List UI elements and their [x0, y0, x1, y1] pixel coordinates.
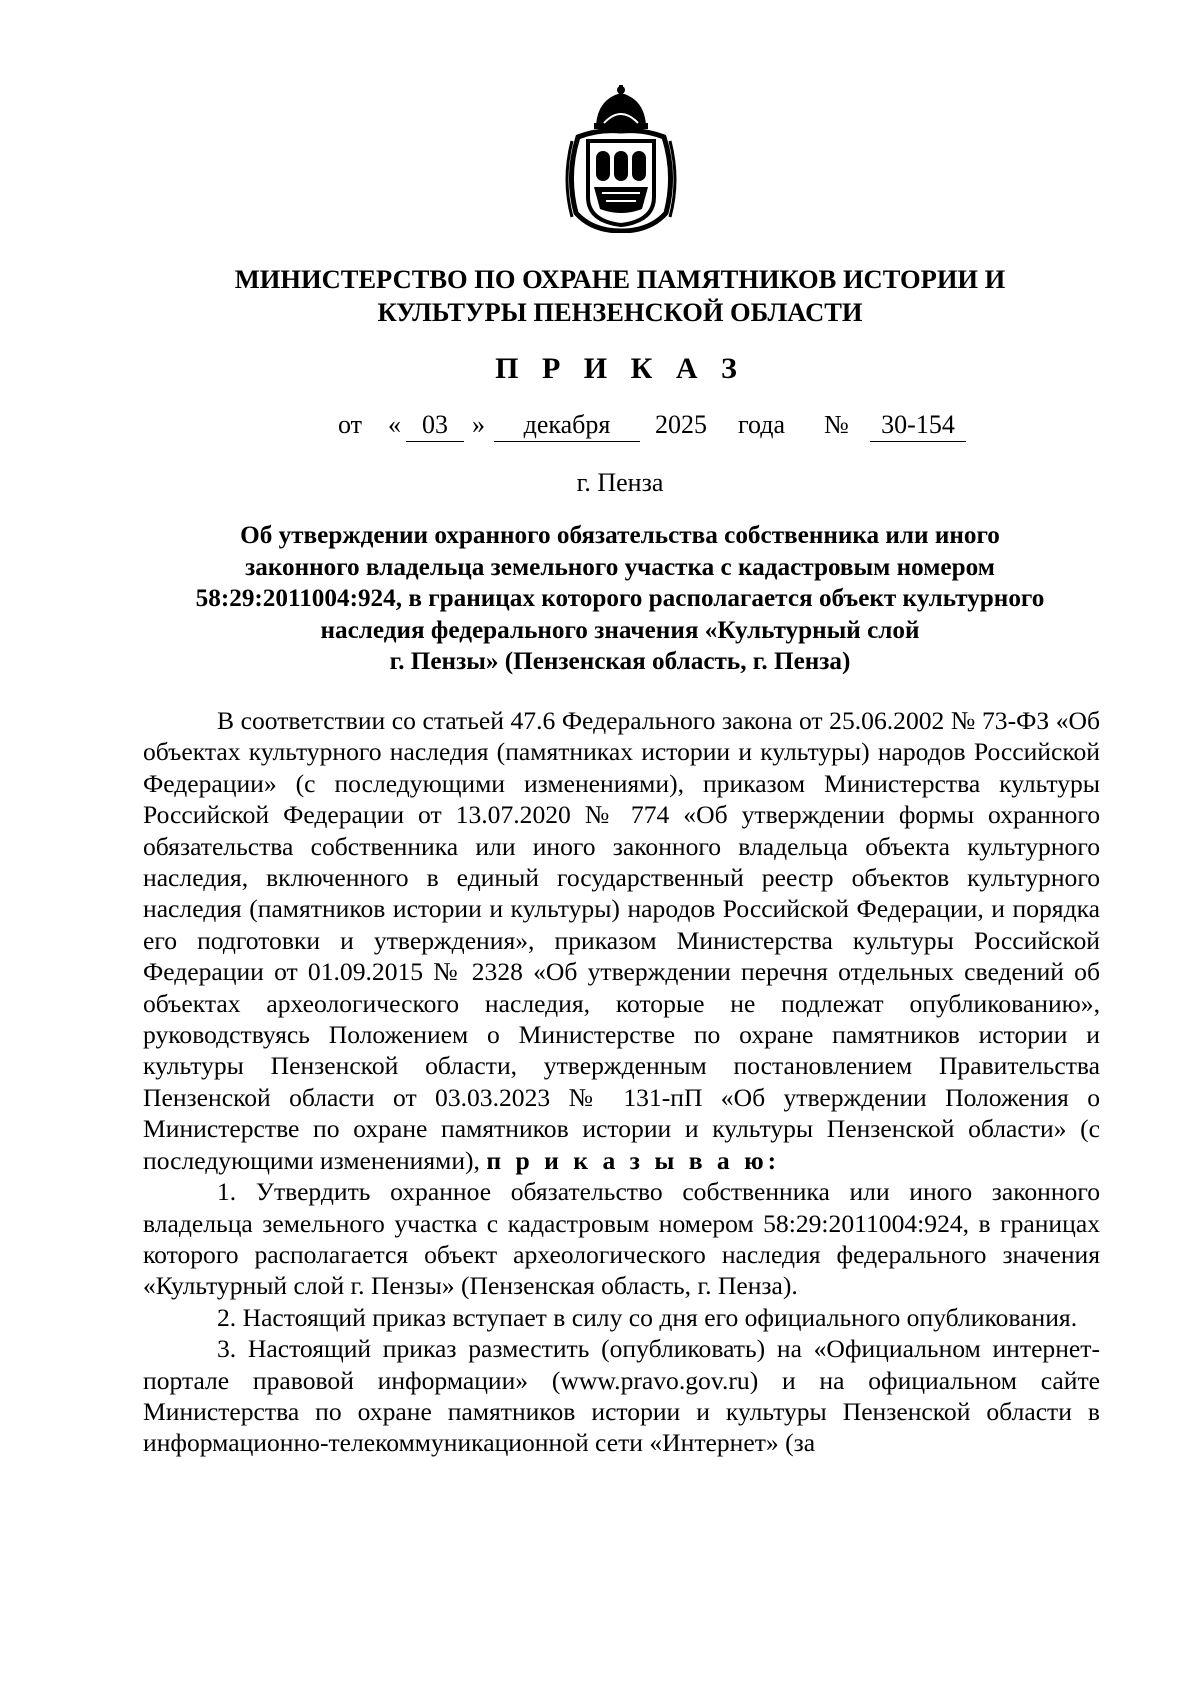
coat-of-arms-icon — [562, 85, 680, 233]
item-3: 3. Настоящий приказ разместить (опубликовать) на «Официальном интернет-портале правовой информации» (www.pravo.gov.ru) и на официальном сайте Министерства по охране памятников истории и культуры Пензенской области в информационно-телекоммуникационной сети «Интернет» (за — [143, 1334, 1100, 1458]
number-sign: № — [824, 410, 849, 439]
preamble-text: В соответствии со статьей 47.6 Федерального закона от 25.06.2002 № 73-ФЗ «Об объектах культурного наследия (памятниках истории и культуры) народов Российской Федерации» (с последующими изменениями), приказом Министерства культуры Российской Федерации от 13.07.2020 № 774 «Об утверждении формы охранного обязательства собственника или иного законного владельца объекта культурного наследия, включенного в единый государственный реестр объектов культурного наследия (памятников истории и культуры) народов Российской Федерации, и порядка его подготовки и утверждения», приказом Министерства культуры Российской Федерации от 01.09.2015 № 2328 «Об утверждении перечня отдельных сведений об объектах археологического наследия, которые не подлежат опубликованию», руководствуясь Положением о Министерстве по охране памятников истории и культуры Пензенской области, утвержденным постановлением Правительства Пензенской области от 03.03.2023 № 131-пП «Об утверждении Положения о Министерстве по охране памятников истории и культуры Пензенской области» (с последующими изменениями), — [143, 706, 1100, 1175]
subject-line-5: г. Пензы» (Пензенская область, г. Пенза) — [389, 648, 851, 675]
subject-line-2: законного владельца земельного участка с кадастровым номером — [245, 553, 995, 581]
order-subject — [140, 520, 1100, 678]
item-2: 2. Настоящий приказ вступает в силу со дня его официального опубликования. — [217, 1302, 1078, 1332]
ministry-name-line-2: КУЛЬТУРЫ ПЕНЗЕНСКОЙ ОБЛАСТИ — [377, 297, 863, 327]
preamble-paragraph — [143, 705, 1100, 1176]
subject-line-4: наследия федерального значения «Культурный слой — [320, 616, 920, 644]
order-number: 30-154 — [870, 410, 966, 442]
item-1: 1. Утвердить охранное обязательство собственника или иного законного владельца земельного участка с кадастровым номером 58:29:2011004:924, в границах которого располагается объект археологического наследия федерального значения «Культурный слой г. Пензы» (Пензенская область, г. Пенза). — [143, 1177, 1100, 1301]
year-word: года — [738, 410, 786, 439]
date-prefix: от — [338, 410, 363, 439]
ministry-name — [140, 263, 1100, 329]
order-word: п р и к а з ы в а ю: — [486, 1145, 781, 1175]
date-year: 2025 — [655, 410, 707, 439]
order-title: П Р И К А З — [495, 352, 745, 385]
subject-line-3: 58:29:2011004:924, в границах которого располагается объект культурного — [195, 585, 1045, 612]
city: г. Пенза — [576, 468, 664, 497]
quote-open: « — [388, 410, 401, 439]
quote-close: » — [472, 410, 485, 439]
date-day: 03 — [406, 410, 464, 442]
date-month: декабря — [494, 410, 640, 442]
date-line — [0, 410, 1200, 450]
ministry-name-line-1: МИНИСТЕРСТВО ПО ОХРАНЕ ПАМЯТНИКОВ ИСТОРИИ И — [234, 264, 1006, 294]
subject-line-1: Об утверждении охранного обязательства собственника или иного — [240, 522, 1000, 549]
order-body — [143, 705, 1100, 1459]
